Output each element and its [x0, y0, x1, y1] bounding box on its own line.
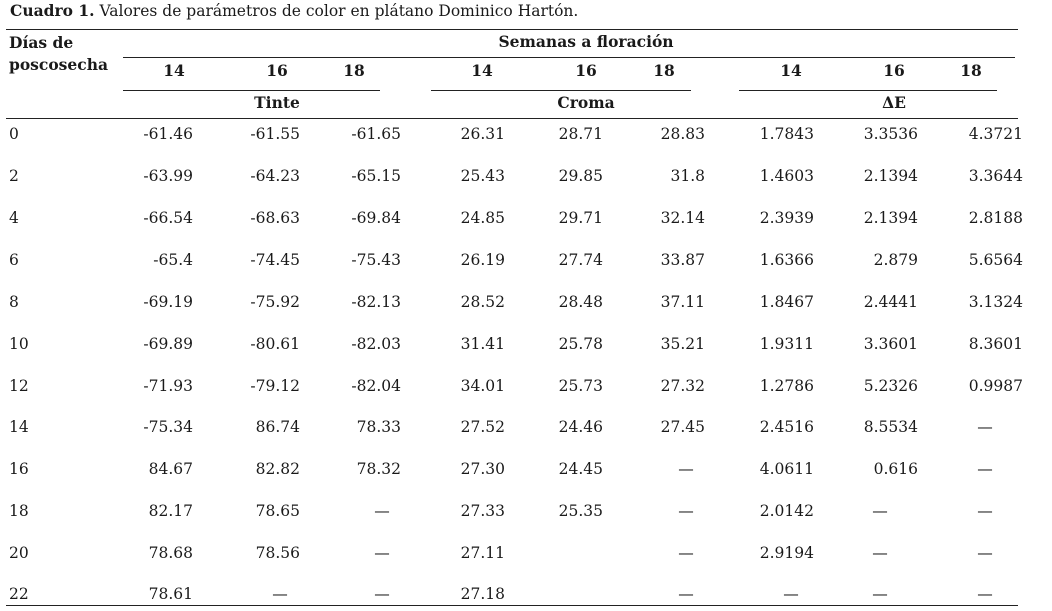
value-cell: -82.03 — [351, 335, 401, 353]
value-cell: 31.8 — [670, 167, 705, 185]
row-day-cell: 14 — [9, 418, 29, 436]
row-day-cell: 8 — [9, 293, 19, 311]
value-cell: 5.2326 — [863, 377, 918, 395]
value-cell: 27.11 — [460, 544, 505, 562]
value-cell: -65.4 — [153, 251, 193, 269]
param-label-croma: Croma — [557, 93, 615, 112]
empty-dash-cell: — — [678, 585, 694, 603]
table-caption — [10, 1, 578, 20]
value-cell: 27.45 — [660, 418, 705, 436]
caption-text: Valores de parámetros de color en plátano Dominico Hartón. — [94, 2, 579, 20]
value-cell: 86.74 — [255, 418, 300, 436]
value-cell: 4.3721 — [968, 125, 1023, 143]
value-cell: 1.7843 — [759, 125, 814, 143]
empty-dash-cell: — — [977, 418, 993, 436]
value-cell: 1.9311 — [759, 335, 814, 353]
value-cell: -75.34 — [143, 418, 193, 436]
row-day-cell: 10 — [9, 335, 29, 353]
value-cell: 25.35 — [558, 502, 603, 520]
value-cell: 2.8188 — [968, 209, 1023, 227]
row-day-cell: 22 — [9, 585, 29, 603]
row-header-line2: poscosecha — [9, 55, 109, 74]
empty-dash-cell: — — [872, 502, 888, 520]
value-cell: 78.61 — [148, 585, 193, 603]
value-cell: 27.33 — [460, 502, 505, 520]
row-day-cell: 2 — [9, 167, 19, 185]
value-cell: -71.93 — [143, 377, 193, 395]
value-cell: 28.52 — [460, 293, 505, 311]
value-cell: 35.21 — [660, 335, 705, 353]
value-cell: 26.19 — [460, 251, 505, 269]
param-label-tinte: Tinte — [254, 93, 300, 112]
value-cell: 29.71 — [558, 209, 603, 227]
week-label: 16 — [883, 61, 905, 80]
empty-dash-cell: — — [272, 585, 288, 603]
row-day-cell: 18 — [9, 502, 29, 520]
value-cell: 25.73 — [558, 377, 603, 395]
row-day-cell: 20 — [9, 544, 29, 562]
value-cell: 0.616 — [873, 460, 918, 478]
value-cell: 26.31 — [460, 125, 505, 143]
value-cell: -69.89 — [143, 335, 193, 353]
week-label: 18 — [960, 61, 982, 80]
value-cell: 78.68 — [148, 544, 193, 562]
empty-dash-cell: — — [678, 502, 694, 520]
value-cell: 24.46 — [558, 418, 603, 436]
value-cell: -69.19 — [143, 293, 193, 311]
value-cell: 0.9987 — [968, 377, 1023, 395]
value-cell: 8.3601 — [968, 335, 1023, 353]
value-cell: 25.43 — [460, 167, 505, 185]
value-cell: 82.82 — [255, 460, 300, 478]
value-cell: 27.32 — [660, 377, 705, 395]
empty-dash-cell: — — [977, 502, 993, 520]
empty-dash-cell: — — [783, 585, 799, 603]
value-cell: 78.65 — [255, 502, 300, 520]
value-cell: 27.18 — [460, 585, 505, 603]
value-cell: 82.17 — [148, 502, 193, 520]
value-cell: -82.13 — [351, 293, 401, 311]
empty-dash-cell: — — [374, 544, 390, 562]
value-cell: 78.56 — [255, 544, 300, 562]
top-rule — [6, 29, 1018, 30]
value-cell: -82.04 — [351, 377, 401, 395]
week-label: 14 — [780, 61, 802, 80]
value-cell: 1.2786 — [759, 377, 814, 395]
group-header: Semanas a floración — [498, 32, 674, 51]
value-cell: 2.4516 — [759, 418, 814, 436]
week-label: 18 — [343, 61, 365, 80]
value-cell: -79.12 — [250, 377, 300, 395]
value-cell: 3.3601 — [863, 335, 918, 353]
value-cell: 28.48 — [558, 293, 603, 311]
value-cell: -61.46 — [143, 125, 193, 143]
value-cell: 28.71 — [558, 125, 603, 143]
value-cell: 8.5534 — [863, 418, 918, 436]
bottom-rule — [6, 605, 1018, 606]
week-label: 18 — [653, 61, 675, 80]
row-header-line1: Días de — [9, 33, 74, 52]
week-label: 14 — [471, 61, 493, 80]
value-cell: -66.54 — [143, 209, 193, 227]
value-cell: 37.11 — [660, 293, 705, 311]
value-cell: -63.99 — [143, 167, 193, 185]
empty-dash-cell: — — [977, 544, 993, 562]
value-cell: 24.85 — [460, 209, 505, 227]
value-cell: 34.01 — [460, 377, 505, 395]
value-cell: 1.4603 — [759, 167, 814, 185]
value-cell: 1.8467 — [759, 293, 814, 311]
value-cell: 1.6366 — [759, 251, 814, 269]
week-label: 16 — [266, 61, 288, 80]
value-cell: 32.14 — [660, 209, 705, 227]
value-cell: 28.83 — [660, 125, 705, 143]
value-cell: 24.45 — [558, 460, 603, 478]
delta-e-rule — [739, 90, 997, 91]
value-cell: -68.63 — [250, 209, 300, 227]
tinte-rule — [123, 90, 380, 91]
value-cell: -69.84 — [351, 209, 401, 227]
week-label: 14 — [163, 61, 185, 80]
row-day-cell: 6 — [9, 251, 19, 269]
empty-dash-cell: — — [872, 544, 888, 562]
param-label-delta-e: ΔE — [882, 93, 906, 112]
croma-rule — [431, 90, 691, 91]
group-header-rule — [123, 57, 1015, 58]
value-cell: -65.15 — [351, 167, 401, 185]
value-cell: 25.78 — [558, 335, 603, 353]
value-cell: 27.74 — [558, 251, 603, 269]
value-cell: -75.92 — [250, 293, 300, 311]
row-day-cell: 16 — [9, 460, 29, 478]
value-cell: 78.33 — [356, 418, 401, 436]
value-cell: 2.1394 — [863, 209, 918, 227]
empty-dash-cell: — — [872, 585, 888, 603]
value-cell: 29.85 — [558, 167, 603, 185]
value-cell: -61.65 — [351, 125, 401, 143]
value-cell: 3.3644 — [968, 167, 1023, 185]
value-cell: 2.9194 — [759, 544, 814, 562]
value-cell: 4.0611 — [759, 460, 814, 478]
empty-dash-cell: — — [678, 460, 694, 478]
value-cell: 2.1394 — [863, 167, 918, 185]
value-cell: 2.879 — [873, 251, 918, 269]
value-cell: 31.41 — [460, 335, 505, 353]
value-cell: 33.87 — [660, 251, 705, 269]
value-cell: -75.43 — [351, 251, 401, 269]
empty-dash-cell: — — [977, 585, 993, 603]
value-cell: 27.30 — [460, 460, 505, 478]
value-cell: 78.32 — [356, 460, 401, 478]
value-cell: -80.61 — [250, 335, 300, 353]
week-label: 16 — [575, 61, 597, 80]
value-cell: 27.52 — [460, 418, 505, 436]
row-day-cell: 12 — [9, 377, 29, 395]
value-cell: 3.1324 — [968, 293, 1023, 311]
empty-dash-cell: — — [977, 460, 993, 478]
value-cell: 2.4441 — [863, 293, 918, 311]
empty-dash-cell: — — [374, 585, 390, 603]
empty-dash-cell: — — [374, 502, 390, 520]
header-bottom-rule — [6, 118, 1018, 119]
value-cell: 2.0142 — [759, 502, 814, 520]
value-cell: 2.3939 — [759, 209, 814, 227]
value-cell: 5.6564 — [968, 251, 1023, 269]
row-day-cell: 0 — [9, 125, 19, 143]
value-cell: -61.55 — [250, 125, 300, 143]
value-cell: -74.45 — [250, 251, 300, 269]
value-cell: 3.3536 — [863, 125, 918, 143]
value-cell: 84.67 — [148, 460, 193, 478]
caption-label: Cuadro 1. — [10, 1, 95, 20]
value-cell: -64.23 — [250, 167, 300, 185]
row-day-cell: 4 — [9, 209, 19, 227]
empty-dash-cell: — — [678, 544, 694, 562]
